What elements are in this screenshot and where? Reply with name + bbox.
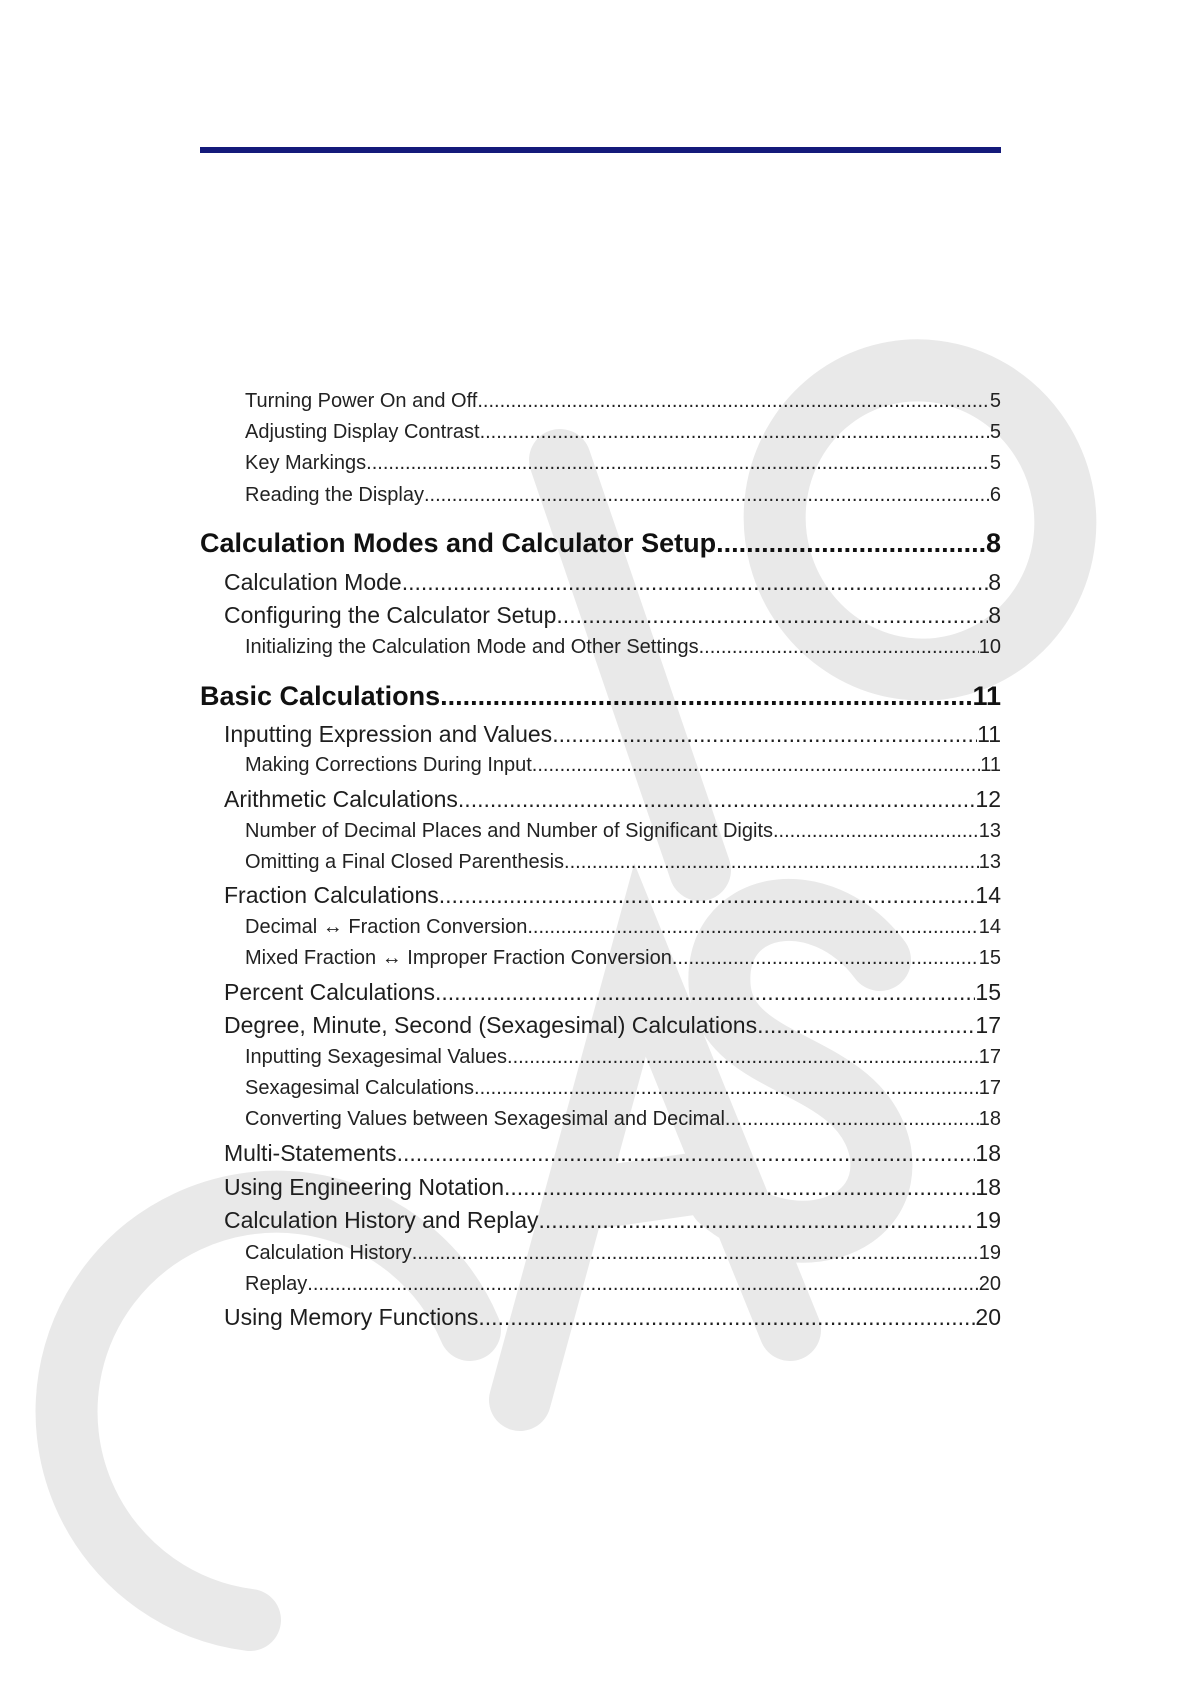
dot-leader bbox=[672, 947, 979, 970]
dot-leader bbox=[412, 1242, 979, 1265]
toc-entry-page: 14 bbox=[978, 916, 1001, 938]
toc-section-title: Multi-Statements bbox=[224, 1140, 397, 1166]
toc-entry[interactable] bbox=[245, 421, 1001, 444]
toc-section-page: 8 bbox=[988, 569, 1001, 595]
toc-entry[interactable] bbox=[245, 452, 1001, 475]
toc-entry-page: 6 bbox=[989, 484, 1001, 506]
dot-leader bbox=[552, 721, 977, 748]
toc-entry-title: Calculation History bbox=[245, 1242, 412, 1264]
toc-entry[interactable] bbox=[245, 484, 1001, 507]
toc-entry-title: Initializing the Calculation Mode and Other Settings bbox=[245, 636, 699, 658]
toc-entry-page: 17 bbox=[978, 1046, 1001, 1068]
toc-entry-title: Omitting a Final Closed Parenthesis bbox=[245, 851, 565, 873]
dot-leader bbox=[773, 820, 979, 843]
toc-section-title: Inputting Expression and Values bbox=[224, 721, 553, 747]
toc-section[interactable] bbox=[224, 602, 1001, 629]
dot-leader bbox=[556, 602, 988, 629]
dot-leader bbox=[507, 1046, 979, 1069]
dot-leader bbox=[397, 1140, 976, 1167]
toc-section-title: Fraction Calculations bbox=[224, 882, 439, 908]
toc-section[interactable] bbox=[224, 721, 1001, 748]
toc-entry-page: 10 bbox=[978, 636, 1001, 658]
toc-entry-page: 18 bbox=[978, 1108, 1001, 1130]
dot-leader bbox=[539, 1207, 976, 1234]
toc-chapter-page: 11 bbox=[972, 681, 1001, 711]
dot-leader bbox=[477, 390, 990, 413]
toc-section[interactable] bbox=[224, 882, 1001, 909]
toc-section-title: Degree, Minute, Second (Sexagesimal) Calculations bbox=[224, 1012, 758, 1038]
toc-entry[interactable] bbox=[245, 947, 1001, 970]
dot-leader bbox=[480, 421, 990, 444]
toc-section-title: Calculation Mode bbox=[224, 569, 402, 595]
toc-entry-page: 11 bbox=[980, 754, 1001, 776]
toc-entry-page: 19 bbox=[978, 1242, 1001, 1264]
toc-chapter-page: 8 bbox=[985, 528, 1001, 558]
toc-entry-title: Replay bbox=[245, 1273, 308, 1295]
dot-leader bbox=[458, 786, 975, 813]
toc-entry-title: Adjusting Display Contrast bbox=[245, 421, 480, 443]
toc-entry-page: 5 bbox=[989, 421, 1001, 443]
toc-entry[interactable] bbox=[245, 916, 1001, 939]
dot-leader bbox=[527, 916, 978, 939]
toc-section-page: 20 bbox=[975, 1304, 1001, 1330]
toc-section-page: 15 bbox=[975, 979, 1001, 1005]
toc-section-page: 19 bbox=[975, 1207, 1001, 1233]
toc-entry-page: 13 bbox=[978, 851, 1001, 873]
toc-entry[interactable] bbox=[245, 1242, 1001, 1265]
toc-section-title: Using Engineering Notation bbox=[224, 1174, 505, 1200]
toc-entry[interactable] bbox=[245, 390, 1001, 413]
toc-section-title: Arithmetic Calculations bbox=[224, 786, 458, 812]
toc-section-page: 17 bbox=[975, 1012, 1001, 1038]
toc-section-page: 18 bbox=[975, 1174, 1001, 1200]
dot-leader bbox=[716, 528, 986, 559]
toc-entry-title: Key Markings bbox=[245, 452, 367, 474]
toc-entry-title: Mixed Fraction ↔ Improper Fraction Conversion bbox=[245, 947, 672, 969]
toc-entry-title: Making Corrections During Input bbox=[245, 754, 532, 776]
toc-section[interactable] bbox=[224, 1140, 1001, 1167]
toc-section-page: 11 bbox=[977, 721, 1001, 747]
toc-entry[interactable] bbox=[245, 851, 1001, 874]
toc-section[interactable] bbox=[224, 1304, 1001, 1331]
dot-leader bbox=[564, 851, 979, 874]
toc-entry-title: Inputting Sexagesimal Values bbox=[245, 1046, 508, 1068]
dot-leader bbox=[424, 484, 990, 507]
toc-entry-page: 13 bbox=[978, 820, 1001, 842]
toc-chapter-title: Basic Calculations bbox=[200, 681, 441, 711]
toc-chapter[interactable] bbox=[200, 528, 1001, 559]
toc-section[interactable] bbox=[224, 979, 1001, 1006]
toc-section-title: Configuring the Calculator Setup bbox=[224, 602, 557, 628]
dot-leader bbox=[366, 452, 990, 475]
dot-leader bbox=[532, 754, 980, 777]
toc-entry[interactable] bbox=[245, 1273, 1001, 1296]
toc-section-page: 12 bbox=[975, 786, 1001, 812]
toc-section-title: Using Memory Functions bbox=[224, 1304, 479, 1330]
toc-chapter-title: Calculation Modes and Calculator Setup bbox=[200, 528, 717, 558]
toc-section-page: 14 bbox=[975, 882, 1001, 908]
dot-leader bbox=[504, 1174, 975, 1201]
dot-leader bbox=[699, 636, 979, 659]
dot-leader bbox=[757, 1012, 975, 1039]
toc-section[interactable] bbox=[224, 1207, 1001, 1234]
toc-section-title: Calculation History and Replay bbox=[224, 1207, 539, 1233]
toc-entry-title: Converting Values between Sexagesimal and Decimal bbox=[245, 1108, 725, 1130]
table-of-contents bbox=[200, 0, 1001, 1684]
dot-leader bbox=[440, 681, 972, 712]
toc-entry[interactable] bbox=[245, 636, 1001, 659]
toc-section[interactable] bbox=[224, 569, 1001, 596]
dot-leader bbox=[439, 882, 976, 909]
toc-section[interactable] bbox=[224, 786, 1001, 813]
toc-entry-page: 5 bbox=[989, 452, 1001, 474]
toc-entry[interactable] bbox=[245, 1108, 1001, 1131]
toc-entry-title: Number of Decimal Places and Number of Significant Digits bbox=[245, 820, 773, 842]
toc-entry-title: Sexagesimal Calculations bbox=[245, 1077, 475, 1099]
toc-entry-page: 5 bbox=[989, 390, 1001, 412]
dot-leader bbox=[402, 569, 988, 596]
toc-entry-title: Decimal ↔ Fraction Conversion bbox=[245, 916, 528, 938]
dot-leader bbox=[474, 1077, 979, 1100]
dot-leader bbox=[725, 1108, 979, 1131]
toc-entry[interactable] bbox=[245, 1046, 1001, 1069]
dot-leader bbox=[307, 1273, 978, 1296]
toc-entry[interactable] bbox=[245, 1077, 1001, 1100]
toc-entry-page: 20 bbox=[978, 1273, 1001, 1295]
toc-entry-page: 15 bbox=[978, 947, 1001, 969]
toc-section[interactable] bbox=[224, 1012, 1001, 1039]
toc-entry-page: 17 bbox=[978, 1077, 1001, 1099]
dot-leader bbox=[478, 1304, 975, 1331]
toc-entry-title: Reading the Display bbox=[245, 484, 424, 506]
toc-entry[interactable] bbox=[245, 820, 1001, 843]
toc-chapter[interactable] bbox=[200, 681, 1001, 712]
toc-section-page: 8 bbox=[988, 602, 1001, 628]
toc-section-title: Percent Calculations bbox=[224, 979, 435, 1005]
toc-section-page: 18 bbox=[975, 1140, 1001, 1166]
dot-leader bbox=[435, 979, 975, 1006]
toc-entry[interactable] bbox=[245, 754, 1001, 777]
toc-section[interactable] bbox=[224, 1174, 1001, 1201]
toc-entry-title: Turning Power On and Off bbox=[245, 390, 478, 412]
